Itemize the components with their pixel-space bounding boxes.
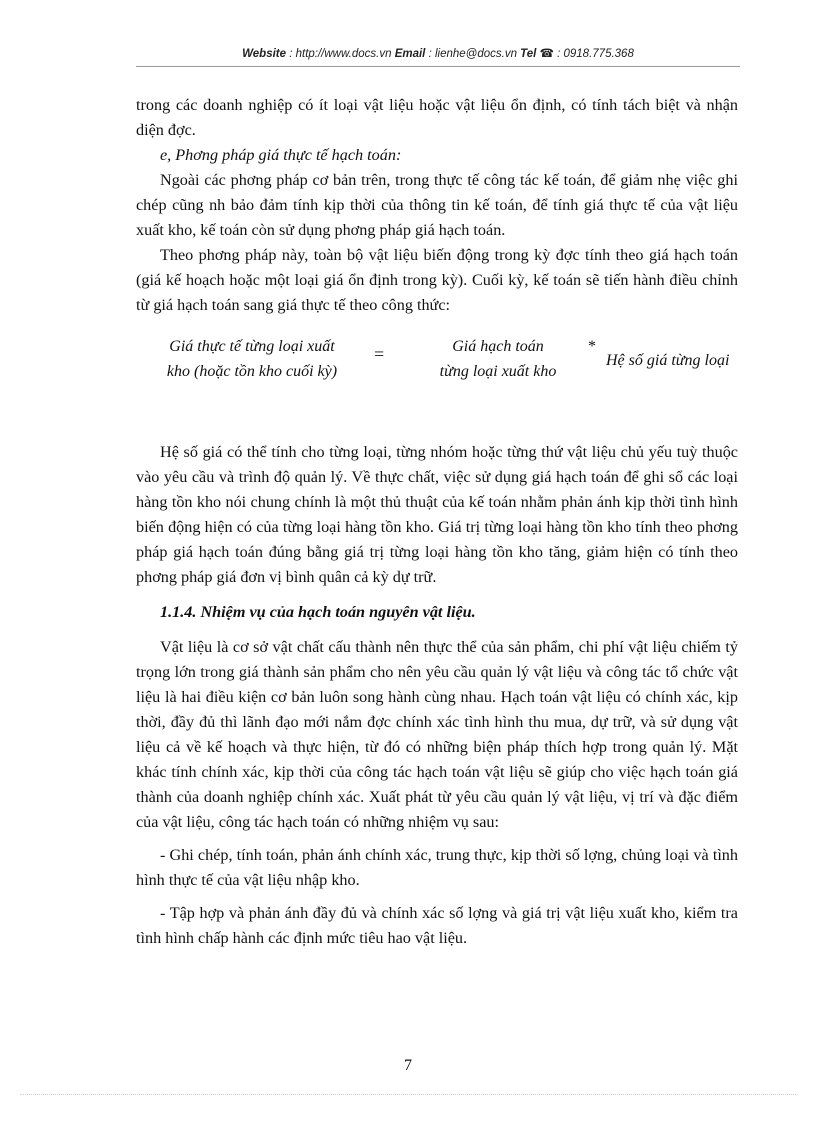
phone-icon: ☎ [539, 48, 554, 60]
formula-multiply-sign: * [588, 338, 596, 355]
formula-left-line1: Giá thực tế từng loại xuất [169, 338, 335, 355]
header-divider [136, 66, 740, 67]
document-body [136, 93, 738, 951]
section-heading-1-1-4: 1.1.4. Nhiệm vụ của hạch toán nguyên vật liệu. [160, 603, 476, 621]
formula-equals-sign: = [374, 344, 385, 364]
header-tel-label: Tel [520, 48, 537, 60]
paragraph-tasks-intro: Vật liệu là cơ sở vật chất cấu thành nên thực thể của sản phẩm, chi phí vật liệu chiếm tỷ trọng lớn trong giá thành sản phẩm cho nên yêu cầu quản lý vật liệu và công tác tổ chức vật liệu là hai điều kiện cơ bản luôn song hành cùng nhau. Hạch toán vật liệu có chính xác, kịp thời, đầy đủ thì lãnh đạo mới nắm đợc chính xác tình hình thu mua, dự trữ, và sử dụng vật liệu cả về kế hoạch và thực hiện, từ đó có những biện pháp thích hợp trong quản lý. Mặt khác tính chính xác, kịp thời của công tác hạch toán vật liệu sẽ giúp cho việc hạch toán giá thành của doanh nghiệp chính xác. Xuất phát từ yêu cầu quản lý vật liệu, vị trí và đặc điểm của vật liệu, công tác hạch toán có những nhiệm vụ sau: [136, 638, 738, 831]
formula-middle-term [398, 334, 598, 384]
formula-mid-line2: từng loại xuất kho [439, 363, 557, 380]
formula-left-term [136, 334, 368, 384]
header-tel-value: : 0918.775.368 [557, 48, 634, 60]
paragraph-method-intro: Ngoài các phơng pháp cơ bản trên, trong thực tế công tác kế toán, để giảm nhẹ việc ghi chép cũng nh bảo đảm tính kịp thời của thông tin kế toán, để tính giá thực tế của vật liệu xuất kho, kế toán còn sử dụng phơng pháp giá hạch toán. [136, 171, 738, 239]
page-number: 7 [404, 1057, 412, 1074]
price-formula [136, 330, 738, 402]
page-bottom-divider [20, 1094, 796, 1095]
header-website-value: : http://www.docs.vn [289, 48, 392, 60]
list-item-task-1: - Ghi chép, tính toán, phản ánh chính xác, trung thực, kịp thời số lợng, chủng loại và tình hình thực tế của vật liệu nhập kho. [136, 846, 738, 889]
list-item-task-2: - Tập hợp và phản ánh đầy đủ và chính xác số lợng và giá trị vật liệu xuất kho, kiểm tra tình hình chấp hành các định mức tiêu hao vật liệu. [136, 904, 738, 947]
paragraph-price-coefficient: Hệ số giá có thể tính cho từng loại, từng nhóm hoặc từng thứ vật liệu chủ yếu tuỳ thuộc vào yêu cầu và trình độ quản lý. Về thực chất, việc sử dụng giá hạch toán để ghi sổ các loại hàng tồn kho nói chung chính là một thủ thuật của kế toán nhằm phản ánh kịp thời tình hình biến động hiện có của từng loại hàng tồn kho. Giá trị từng loại hàng tồn kho tính theo phơng pháp giá hạch toán đúng bằng giá trị từng loại hàng tồn kho tăng, giảm hiện có tính theo phơng pháp giá đơn vị bình quân cả kỳ dự trữ. [136, 443, 738, 586]
paragraph-method-process: Theo phơng pháp này, toàn bộ vật liệu biến động trong kỳ đợc tính theo giá hạch toán (giá kế hoạch hoặc một loại giá ổn định trong kỳ). Cuối kỳ, kế toán sẽ tiến hành điều chỉnh từ giá hạch toán sang giá thực tế theo công thức: [136, 246, 738, 314]
header-website-label: Website [242, 48, 287, 60]
subheading-method-e: e, Phơng pháp giá thực tế hạch toán: [160, 146, 402, 164]
header-email-value: : lienhe@docs.vn [428, 48, 517, 60]
formula-mid-line1: Giá hạch toán [452, 338, 544, 355]
formula-left-line2: kho (hoặc tồn kho cuối kỳ) [166, 363, 338, 380]
paragraph-continuation: trong các doanh nghiệp có ít loại vật liệu hoặc vật liệu ổn định, có tính tách biệt và nhận diện đợc. [136, 96, 738, 139]
page-header [136, 46, 740, 60]
header-email-label: Email [394, 48, 426, 60]
formula-right-term: Hệ số giá từng loại [606, 352, 730, 369]
